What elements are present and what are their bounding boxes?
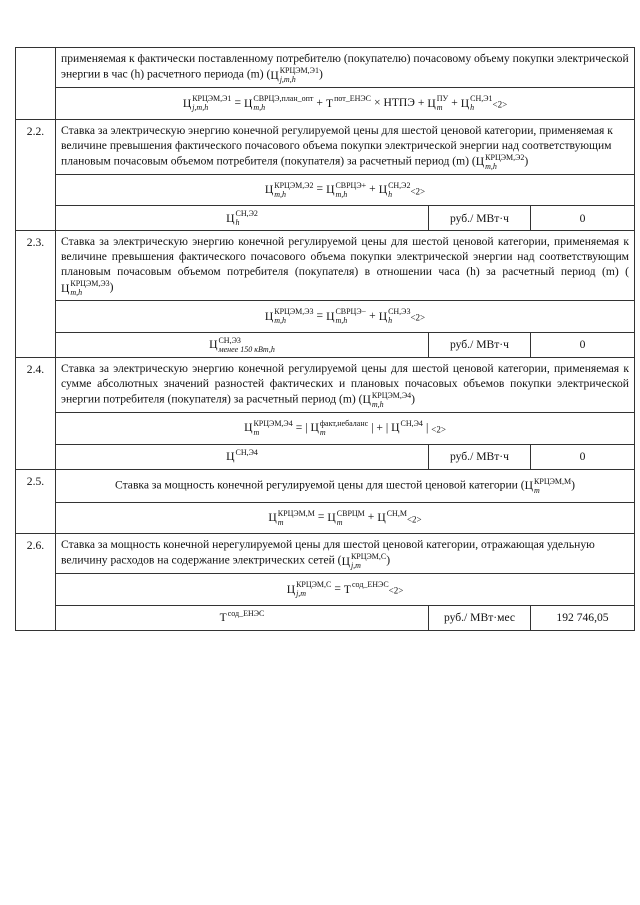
inline-symbol [362, 390, 412, 409]
math-term [268, 509, 314, 527]
row-2-3-value [16, 332, 635, 357]
row-2-5-formula [16, 502, 635, 534]
math-term [226, 209, 258, 227]
paren: ) [109, 280, 114, 294]
superscript: СВРЦЭ− [335, 307, 367, 317]
subscript [334, 103, 371, 112]
subscript: m,h [335, 316, 348, 326]
row-2-1-formula [16, 88, 635, 120]
subscript: m [253, 427, 260, 437]
operator: = [316, 182, 324, 196]
term-base: Ц [264, 183, 274, 197]
math-term [344, 580, 389, 598]
math-term [363, 391, 412, 409]
subscript [228, 618, 265, 627]
footnote-ref: <2> [388, 585, 404, 596]
math-term [476, 153, 525, 171]
term-indices [320, 419, 368, 437]
term-indices [253, 419, 292, 437]
operator: + [369, 182, 376, 196]
description: Ставка за электрическую энергию конечной регулируемой цены для шестой ценовой категории, применяемая к величине превышения фактического почасового объема покупки электрической энергии над соответствующим плановым почасовым объемом потребителя (покупателя) за расчетный период (m) ( [61, 123, 613, 168]
term-indices [274, 181, 313, 199]
operator: × НТПЭ + [374, 95, 425, 109]
term-indices [352, 580, 389, 598]
unit: руб./ МВт·ч [429, 332, 531, 357]
math-term [461, 94, 493, 112]
subscript [235, 457, 257, 466]
operator: = [334, 581, 341, 595]
row-2-2-desc [16, 119, 635, 174]
math-term [525, 477, 571, 495]
operator: | + | [371, 420, 389, 434]
term-base: Ц [268, 511, 277, 525]
inline-symbol [475, 152, 525, 171]
math-term [209, 336, 275, 354]
subscript: h [388, 189, 393, 199]
footnote-ref: <2> [492, 99, 508, 110]
math-term [61, 279, 110, 297]
term-base: Ц [244, 421, 253, 435]
row-number [16, 48, 56, 120]
row-2-3-desc [16, 231, 635, 301]
term-base: Ц [264, 309, 274, 323]
unit: руб./ МВт·ч [429, 444, 531, 469]
operator: + [451, 95, 458, 109]
superscript: КРЦЭМ,Э2 [274, 180, 314, 190]
footnote-ref: <2> [410, 186, 426, 197]
subscript: m,h [335, 189, 348, 199]
inline-symbol [524, 476, 572, 495]
term-indices [372, 391, 411, 409]
subscript: m [336, 517, 343, 527]
parameter [56, 332, 429, 357]
term-base: Ц [310, 421, 319, 435]
term-indices [235, 448, 257, 466]
operator: + [367, 510, 375, 524]
inline-symbol [270, 66, 319, 84]
term-base: Ц [270, 68, 279, 82]
parameter [56, 444, 429, 469]
subscript [401, 428, 423, 437]
term-base: Ц [524, 479, 534, 493]
paren: ) [318, 67, 323, 81]
subscript: h [470, 103, 475, 112]
superscript: СН,Э4 [400, 418, 423, 428]
superscript: СВРЦМ [336, 508, 365, 518]
math-term [342, 552, 387, 570]
superscript: СН,Э2 [388, 180, 411, 190]
term-base: Т [325, 96, 334, 110]
math-term [220, 609, 265, 627]
formula [56, 88, 635, 120]
term-indices [387, 509, 407, 527]
subscript: j,m,h [192, 103, 209, 112]
operator: = [317, 510, 325, 524]
superscript: СН,М [386, 508, 407, 518]
term-indices [351, 552, 386, 570]
term-base: Ц [475, 155, 485, 169]
row-2-4-formula [16, 412, 635, 444]
term-base: Т [343, 582, 351, 596]
math-term [265, 181, 314, 199]
math-term [391, 419, 423, 437]
unit: руб./ МВт·мес [429, 605, 531, 630]
paren: ) [571, 478, 575, 492]
description: Ставка за электрическую энергию конечной регулируемой цены для шестой ценовой категории, применяемая к сумме абсолютных значений разностей фактических и плановых почасовых объемов покупки электрической энергии потребителя (покупателя) за расчетный период (m) ( [61, 361, 630, 406]
inline-symbol [61, 279, 110, 298]
term-indices [534, 477, 571, 495]
value: 0 [531, 332, 635, 357]
footnote-ref: <2> [431, 424, 446, 435]
term-indices [192, 94, 231, 112]
superscript: СВРЦЭ,план_опт [253, 94, 314, 103]
parameter [56, 206, 429, 231]
term-base: Ц [378, 183, 388, 197]
description: применяемая к фактически поставленному потребителю (покупателю) почасовому объему покупки электрической энергии в час (h) расчетного периода (m) ( [61, 52, 629, 81]
math-term [244, 94, 313, 112]
subscript [352, 589, 389, 598]
term-base: Ц [326, 183, 335, 197]
term-indices [401, 419, 423, 437]
term-base: Ц [226, 211, 235, 225]
term-base: Ц [327, 511, 336, 525]
term-base: Ц [362, 393, 371, 407]
value: 192 746,05 [531, 605, 635, 630]
math-term [427, 94, 448, 112]
superscript: КРЦЭМ,Э4 [371, 390, 412, 400]
term-base: Ц [243, 96, 253, 110]
value: 0 [531, 206, 635, 231]
term-base: Ц [209, 338, 218, 352]
formula [56, 412, 635, 444]
term-indices [235, 209, 257, 227]
parameter [56, 605, 429, 630]
subscript: m [436, 103, 443, 112]
operator: = | [295, 420, 308, 434]
superscript: КРЦЭМ,Э1 [279, 66, 319, 75]
row-2-2-value [16, 206, 635, 231]
term-base: Ц [226, 450, 235, 464]
superscript: факт,небаланс [319, 418, 369, 428]
footnote-ref: <2> [406, 514, 422, 525]
superscript: СН,Э4 [235, 447, 258, 457]
row-2-6-value [16, 605, 635, 630]
term-indices [70, 279, 109, 297]
superscript: СВРЦЭ+ [335, 180, 367, 190]
row-number: 2.4. [16, 357, 56, 469]
row-number: 2.3. [16, 231, 56, 358]
term-base: Ц [61, 281, 70, 295]
row-2-5-desc [16, 469, 635, 502]
superscript: СН,Э2 [235, 209, 258, 219]
term-indices [274, 307, 313, 325]
row-number: 2.2. [16, 119, 56, 231]
term-base: Ц [427, 96, 436, 110]
row-2-6-formula [16, 574, 635, 606]
term-base: Ц [378, 309, 388, 323]
math-term [326, 94, 371, 112]
superscript: КРЦЭМ,М [534, 476, 572, 486]
subscript: h [235, 218, 240, 228]
math-term [379, 307, 411, 325]
formula [56, 574, 635, 606]
value: 0 [531, 444, 635, 469]
superscript: КРЦЭМ,С [350, 552, 387, 562]
superscript: КРЦЭМ,Э1 [192, 94, 232, 103]
row-2-4-desc [16, 357, 635, 412]
superscript: КРЦЭМ,М [277, 508, 315, 518]
math-term [326, 181, 366, 199]
math-term [183, 94, 232, 112]
superscript: КРЦЭМ,Э2 [485, 152, 525, 162]
superscript: КРЦЭМ,Э3 [70, 279, 110, 289]
formula [56, 301, 635, 333]
row-2-2-formula [16, 174, 635, 206]
term-indices [280, 66, 319, 84]
term-base: Т [219, 611, 227, 625]
superscript: пот_ЕНЭС [334, 94, 372, 103]
superscript: СН,Э1 [470, 94, 493, 103]
row-2-1-desc [16, 48, 635, 88]
subscript: m [319, 427, 326, 437]
subscript: m,h [274, 316, 287, 326]
term-base: Ц [391, 421, 400, 435]
formula [56, 174, 635, 206]
math-term [287, 580, 332, 598]
math-term [265, 307, 314, 325]
operator: = [316, 308, 324, 322]
operator: = [234, 95, 241, 109]
subscript: j,m,h [279, 75, 296, 84]
term-base: Ц [460, 96, 470, 110]
term-base: Ц [182, 96, 192, 110]
term-indices [218, 336, 274, 354]
superscript: сод_ЕНЭС [352, 580, 389, 590]
subscript: m,h [274, 189, 287, 199]
row-2-4-value [16, 444, 635, 469]
superscript: КРЦЭМ,Э3 [274, 307, 314, 317]
subscript: m [534, 485, 540, 495]
operator: + [369, 308, 376, 322]
operator: | [425, 420, 429, 434]
superscript: сод_ЕНЭС [227, 608, 265, 618]
subscript: m,h [253, 103, 266, 112]
term-indices [253, 94, 313, 112]
description: Ставка за мощность конечной регулируемой цены для шестой ценовой категории ( [115, 478, 525, 492]
term-indices [388, 181, 410, 199]
term-indices [470, 94, 492, 112]
term-base: Ц [377, 511, 386, 525]
formula [56, 502, 635, 534]
row-number: 2.6. [16, 534, 56, 631]
math-term [310, 419, 368, 437]
term-indices [335, 181, 366, 199]
paren: ) [411, 392, 416, 406]
subscript: j,m [296, 589, 307, 599]
term-indices [278, 509, 315, 527]
subscript: m,h [70, 288, 83, 298]
term-base: Ц [286, 582, 296, 596]
subscript: m,h [485, 161, 497, 171]
superscript: СН,Э3 [218, 335, 241, 345]
subscript: менее 150 кВт,h [218, 344, 275, 354]
math-term [326, 307, 366, 325]
term-indices [437, 94, 448, 112]
term-indices [228, 609, 265, 627]
paren: ) [386, 553, 391, 567]
term-indices [335, 307, 366, 325]
superscript: КРЦЭМ,Э4 [253, 418, 293, 428]
term-base: Ц [326, 309, 335, 323]
term-indices [334, 94, 371, 112]
operator: + [316, 95, 323, 109]
paren: ) [524, 154, 529, 168]
description: Ставка за электрическую энергию конечной регулируемой цены для шестой ценовой категории, применяемая к величине превышения фактического почасового объема покупки электрической энергии над соответствующим плановым почасовым объемом потребителя (покупателя) в отношении часа (h) за расчетный период (m) ( [61, 235, 630, 279]
term-indices [388, 307, 410, 325]
superscript: СН,Э3 [388, 307, 411, 317]
row-2-6-desc [16, 534, 635, 574]
math-term [226, 448, 258, 466]
math-term [270, 66, 319, 84]
term-indices [337, 509, 365, 527]
subscript: h [388, 316, 393, 326]
subscript [387, 518, 407, 527]
description: Ставка за мощность конечной нерегулируемой цены для шестой ценовой категории, отражающая удельную величину расходов на содержание электрических сетей ( [61, 538, 595, 567]
footnote-ref: <2> [410, 312, 426, 323]
unit: руб./ МВт·ч [429, 206, 531, 231]
inline-symbol [341, 552, 387, 571]
term-indices [296, 580, 331, 598]
subscript: m,h [371, 399, 384, 409]
superscript: КРЦЭМ,С [296, 580, 332, 590]
term-indices [485, 153, 524, 171]
math-term [379, 181, 411, 199]
tariff-table [15, 47, 635, 631]
math-term [327, 509, 364, 527]
term-base: Ц [341, 554, 350, 568]
subscript: j,m [350, 561, 361, 571]
superscript: ПУ [436, 94, 449, 103]
row-2-3-formula [16, 301, 635, 333]
math-term [377, 509, 407, 527]
math-term [244, 419, 293, 437]
subscript: m [277, 517, 284, 527]
row-number: 2.5. [16, 469, 56, 534]
